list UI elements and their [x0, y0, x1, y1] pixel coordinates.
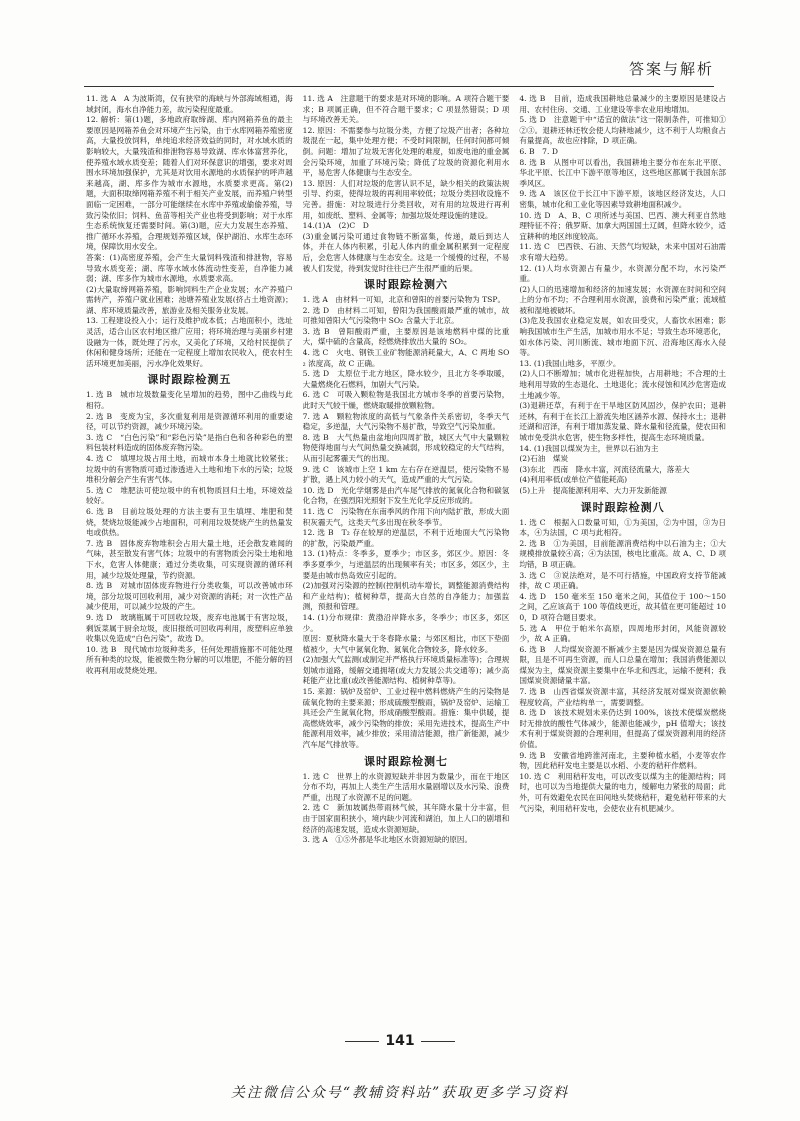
page-number-dash-left	[345, 1041, 379, 1042]
answer-item: (5)上升 提高能源利用率、大力开发新能源	[519, 485, 667, 495]
page-number: 141	[385, 1033, 415, 1049]
answer-item: 9. 选 D 玻璃瓶属于可回收垃圾，废弃电池属于有害垃圾，剩饭菜属于厨余垃圾，废旧报纸可回收再利用，废塑料应单独收集以免造成“白色污染”，故选 D。	[86, 612, 293, 644]
page-number-block	[0, 1033, 800, 1049]
answer-item: 2. 选 B ①为美国，目前能源消费结构中以石油为主；①大规模排放量较④高；④为法国，核电比重高。故 A、C、D 项均错，B 项正确。	[519, 538, 726, 569]
header-title: 答案与解析	[628, 60, 714, 78]
answer-item: 8. 选 B 从图中可以看出，我国耕地主要分布在东北平原、华北平原、长江中下游平原等地区，这些地区都属于我国东部季风区。	[519, 157, 726, 188]
answer-item: 6. 选 B 目前垃圾处理的方法主要有卫生填埋、堆肥和焚烧，焚烧垃圾能减少占地面积，可利用垃圾焚烧产生的热量发电或供热。	[86, 506, 293, 538]
answer-item: 7. 选 B 山西省煤炭资源丰富，其经济发展对煤炭资源依赖程度较高，产业结构单一，需要调整。	[519, 687, 726, 707]
column-left	[86, 94, 293, 1012]
header-rule	[84, 86, 714, 87]
answer-item: (3)东北 西南 降水丰富，河流径流量大，落差大	[519, 464, 690, 474]
answer-item: 4. 选 C 火电、钢铁工业矿物能源消耗量大，A、C 两地 SO₂ 浓度高，故 C 正确。	[302, 348, 510, 368]
answer-item: 原因：夏秋降水量大于冬春降水量；与郊区相比，市区下垫面植被少，大气中氮氧化物、氮氧化合物较多，降水较多。	[302, 634, 510, 654]
answer-item: 4. 选 D 150 毫米至 150 毫米之间，其值位于 100～150 之间，乙应该高于 100 等值线更近，故其值在更可能超过 100，D 项符合题目要求。	[519, 591, 726, 622]
column-right	[519, 94, 726, 1012]
answer-item: (2)大量取缔网箱养殖，影响饲料生产企业发展；水产养殖户需转产，养殖户就业困难；池塘养殖业发展(挤占土地资源)；湖、库环境质量改善，旅游业及相关服务业发展。	[86, 284, 293, 315]
answer-item: 5. 选 A 甲位于帕米尔高原，四周地形封闭，风能资源较少，故 A 正确。	[519, 623, 726, 644]
answer-item: 13. 原因：人们对垃圾的危害认识不足，缺少相关的政策法规引导、约束，使得垃圾的再利用率较低；垃圾分类回收设施不完善。措施：对垃圾进行分类回收，对有用的垃圾进行再利用，如废纸、塑料、金属等；加强垃圾处理设施的建设。	[302, 178, 510, 220]
answer-item: 14. (1)分布规律：黄渤沿岸降水多，冬季少；市区多，郊区少。	[302, 612, 510, 633]
answer-item: 2. 选 C 新加坡属热带雨林气候，其年降水量十分丰富，但由于国家面积狭小，境内缺少河流和湖泊，加上人口的剧增和经济的高速发展，造成水资源短缺。	[302, 803, 510, 834]
answer-columns	[86, 94, 726, 1012]
answer-item: 11. 选 C 巴西铁、石油、天然气均短缺，未来中国对石油需求有增大趋势。	[519, 242, 726, 262]
answer-item: 8. 选 B 大气热量由盆地向四周扩散，城区大气中大量颗粒物使得地面与大气间热量交换减弱，形成较稳定的大气结构，从而引起雾霾天气的出现。	[302, 432, 510, 463]
answer-item: 8. 选 D 该技术规划未来仍达到 100%，该技术使煤炭燃烧时无排放的酸性气体减少，能源也能减少，pH 值增大；该技术有利于煤炭资源的合理利用，但提高了煤炭资源利用的经济价值。	[519, 708, 726, 750]
answer-item: 14. (1)我国以煤炭为主，世界以石油为主	[519, 443, 659, 453]
answer-item: 1. 选 B 城市垃圾数量变化呈增加的趋势，图中乙曲线与此相符。	[86, 390, 293, 411]
answer-item: 3. 选 A ①⑤外都是华北地区水资源短缺的原因。	[302, 835, 473, 845]
answer-item: 4. 选 B 目前，造成我国耕地总量减少的主要原因是建设占用、农村住房、交通、工业建设等非农业用地增加。	[519, 94, 726, 114]
answer-item: 3. 选 C ③说法绝对，是不可行措施，中国政府支持节能减排，故 C 项正确。	[519, 570, 726, 591]
answer-item: (3)退耕还草，有利于在干旱地区防风固沙，保护农田；退耕还林，有利于在长江上游流失地区涵养水源、保持水土；退耕还湖和沼泽，有利于增加蒸发量、降水量和径流量，使农田和城市免受洪水危害，使生物多样性，提高生态环境质量。	[519, 401, 726, 442]
answer-item: 12. 解析：第(1)题，多地政府取缔湖、库内网箱养鱼的最主要原因是网箱养鱼会对环境产生污染，由于水库网箱养殖密度高，大量投放饲料，单纯追求经济效益的同时，对水域水质的影响较大，大量残渣和排泄物容易导致湖、库水体富营养化，使养殖水域水质变差；随着人们对环保意识的增强，要求对周围水环境加强保护，尤其是对饮用水源地的水质保护的呼声越来越高，湖、库多作为城市水源地，水质要求更高。第(2)题，大面积取缔网箱养殖不利于相关产业发展，而养殖户转型面临一定困难，一部分可能继续在水库中养殖或偷偷养殖，导致污染依旧；饲料、鱼苗等相关产业也将受到影响；对于水库生态系统恢复还需要时间。第(3)题，应大力发展生态养殖、推广循环水养殖，合理规划养殖区域，保护湖泊、水库生态环境，保障饮用水安全。	[86, 115, 293, 252]
answer-item: 7. 选 B 固体废弃物堆积会占用大量土地，还会散发难闻的气味，甚至散发有害气体；垃圾中的有害物质会污染土地和地下水，危害人体健康；通过分类收集，可实现资源的循环利用，减少垃圾处理量，节约资源。	[86, 538, 293, 580]
answer-item: 13. (1)特点：冬季多，夏季少；市区多，郊区少。原因：冬季多夏季少，与逆温层的出现频率有关；市区多，郊区少，主要是由城市热岛效应引起的。	[302, 549, 510, 580]
column-middle	[303, 94, 510, 1012]
answer-item: 11. 选 C 污染物在东南季风的作用下向内陆扩散，形成大面积灰霾天气，这类天气多出现在秋冬季节。	[302, 506, 510, 527]
section-title: 课时跟踪检测六	[364, 278, 448, 292]
answer-item: 9. 选 A 该区位于长江中下游平原，该地区经济发达，人口密集，城市化和工业化等因素导致耕地面积减少。	[519, 189, 726, 209]
answer-item: 6. B 7. D	[519, 146, 558, 156]
answer-item: 1. 选 C 根据入口数量可知，①为美国，②为中国，③为日本，④为法国，C 项与此相符。	[519, 517, 726, 538]
answer-item: 12. 原因：不需要参与垃圾分类，方便了垃圾产出者；各种垃圾混在一起，集中处理方便；不受时间限制，任何时间都可倾倒。问题：增加了垃圾无害化处理的难度，如废电池的重金属会污染环境，加重了环境污染；降低了垃圾的资源化利用水平，易危害人体健康与生态安全。	[302, 125, 510, 178]
answer-item: 3. 选 B 曾阳酸雨严重，主要原因是该地燃料中煤的比重大，煤中硫的含量高，经燃烧排放出大量的 SO₂。	[302, 326, 510, 347]
answer-item: 5. 选 D 注意题干中“适宜的做法”这一限制条件，可推知①②③。退耕还林还牧会使人均耕地减少，这不利于人均粮食占有量提高，故也应排除，D 项正确。	[519, 115, 726, 146]
answer-item: (2)石油 煤炭	[519, 454, 569, 464]
answer-item: 9. 选 B 安徽省地跨淮河南北，主要种植水稻，小麦等农作物，因此秸秆发电主要是以水稻、小麦的秸秆作燃料。	[519, 750, 726, 771]
answer-item: 答案：(1)高密度养殖，会产生大量饲料残渣和排泄物，容易导致水质变差；湖、库等水域水体流动性变差，自净能力减弱；湖、库多作为城市水源地，水质要求高。	[86, 252, 293, 284]
answer-item: 10. 选 B 现代城市垃圾种类多，任何处理措施都不可能处理所有种类的垃圾，能被微生物分解的可以堆肥，不能分解的回收再利用或焚烧处理。	[86, 644, 293, 675]
answer-item: 15. 来源：锅炉及窑炉、工业过程中燃料燃烧产生的污染物是硫氧化物的主要来源；形成硫酸型酸雨，锅炉及窑炉、运输工具还会产生氮氧化物，形成硝酸型酸雨。措施：集中供暖，提高燃烧效率，减少污染物的排放；采用先进技术，提高生产中能源利用效率，减少排放；采用清洁能源，推广新能源，减少汽车尾气排放等。	[302, 687, 510, 750]
answer-item: 1. 选 A 由材料一可知，北京和曾阳的首要污染物为 TSP。	[302, 295, 506, 305]
answer-item: 8. 选 B 对城市固体废弃物进行分类收集，可以改善城市环境，部分垃圾可回收利用，减少对资源的消耗；对一次性产品减少使用，可以减少垃圾的产生。	[86, 581, 293, 612]
answer-item: (3)重金属污染可通过食物链不断富集，传递，最后到达人体，并在人体内积累，引起人体内的重金属积累到一定程度后，会危害人体健康与生态安全。这是一个缓慢的过程，不易被人们发觉，待到发觉时往往已产生很严重的后果。	[302, 231, 510, 273]
footer-note: 关注微信公众号“教辅资料站”获取更多学习资料	[230, 1085, 570, 1101]
answer-item: 2. 选 B 变废为宝，多次重复利用是资源循环利用的重要途径，可以节约资源，减少环境污染。	[86, 411, 293, 432]
answer-item: 10. 选 C 利用秸秆发电，可以改变以煤为主的能源结构；同时，也可以为当地提供大量的电力，缓解电力紧张的局面；此外，可有效避免农民在田间地头焚烧秸秆，避免秸秆带来的大气污染，利用秸秆发电，会使农业有机肥减少。	[519, 771, 726, 813]
section-title: 课时跟踪检测五	[147, 373, 232, 387]
answer-item: (2)人口不断增加；城市化进程加快，占用耕地；不合理的土地利用导致的生态退化、土地退化；流水侵蚀和风沙危害造成土地减少等。	[519, 369, 726, 400]
answer-item: 5. 选 C 堆肥法可使垃圾中的有机物质回归土地，环境效益较好。	[86, 485, 293, 506]
answer-item: 7. 选 A 颗粒物浓度的高低与气象条件关系密切，冬季天气稳定，多逆温，大气污染物不易扩散，导致空气污染加重。	[302, 411, 510, 432]
answer-item: 3. 选 C “白色污染”和“彩色污染”是指白色和各种彩色的塑料包装材料造成的固体废弃物污染。	[86, 432, 293, 453]
section-title: 课时跟踪检测八	[580, 500, 665, 514]
answer-item: (2)加强大气监测(或制定并严格执行环境质量标准等)；合理规划城市道路，缓解交通拥堵(或大力发展公共交通等)；减少高耗能产业比重(或改善能源结构、植树种草等)。	[302, 655, 510, 686]
answer-item: 11. 选 A A 为波斯湾，仅有狭窄的海峡与外部海域相通，海域封闭，海水自净能力差，故污染程度最重。	[86, 94, 293, 114]
answer-item: (4)利用率低(或单位产值能耗高)	[519, 475, 628, 485]
answer-item: 2. 选 D 由材料二可知，曾阳为我国酸雨最严重的城市，故可推知曾阳大气污染物中 SO₂ 含量大于北京。	[302, 305, 510, 326]
answer-item: 13. (1)我国山地多，平原少。	[519, 358, 621, 368]
page-number-dash-right	[421, 1041, 455, 1042]
answer-item: 1. 选 C 世界上的水资源短缺并非因为数量少，而在于地区分布不均，再加上人类生产生活用水量剧增以及水污染、浪费严重，出现了水资源不足的问题。	[302, 771, 510, 802]
answer-item: (2)人口的迅速增加和经济的加速发展；水资源在时间和空间上的分布不均；不合理利用水资源，浪费和污染严重；流域植被和湿地被破坏。	[519, 284, 726, 315]
answer-item: 12. (1)人均水资源占有量少，水资源分配不均，水污染严重。	[519, 263, 726, 284]
answer-item: 5. 选 D 太原位于北方地区，降水较少，且北方冬季取暖，大量燃烧化石燃料，加剧大气污染。	[302, 369, 510, 389]
answer-item: 11. 选 A 注意题干的要求是对环境的影响。A 项符合题干要求；B 项属正确，但不符合题干要求；C 项显然错误；D 项与环境改善无关。	[302, 94, 510, 125]
answer-item: 9. 选 C 该城市上空 1 km 左右存在逆温层，使污染物不易扩散，遇上风力较小的天气，造成严重的大气污染。	[302, 464, 510, 485]
answer-item: (2)加强对污染源的控制(控制机动车增长，调整能源消费结构和产业结构)；植树种草，提高大自然的自净能力；加强监测，预报和管理。	[302, 581, 510, 612]
answer-item: 4. 选 C 填埋垃圾占用土地，而城市本身土地就比较紧张；垃圾中的有害物质可通过渗透进入土地和地下水的污染；垃圾堆积分解会产生有害气体。	[86, 454, 293, 485]
answer-item: 10. 选 D A、B、C 项所述与美国、巴西、澳大利亚自然地理特征不符；俄罗斯、加拿大两国国土辽阔，但降水较少，适宜耕种的地区纬度较高。	[519, 210, 726, 241]
answer-item: (3)危及我国农业稳定发展，如农田受灾，人畜饮水困难；影响我国城市生产生活，加城市用水不足；导致生态环境恶化，如水体污染、河川断流、城市地面下沉、沿海地区海水入侵等。	[519, 316, 726, 358]
answer-item: 12. 选 B T₂ 存在较厚的逆温层，不利于近地面大气污染物的扩散，污染最严重。	[302, 528, 510, 548]
answer-item: 14.(1)A (2)C D	[302, 221, 369, 231]
answer-item: 13. 工程建设投入小；运行及维护成本低；占地面积小，选址灵活，适合山区农村地区推广应用；将环境治理与美丽乡村建设融为一体，既处理了污水，又美化了环境，又给村民提供了休闲和健身场所；还能在一定程度上增加农民收入，使农村生活环境更加美丽，污水净化效果好。	[86, 316, 293, 368]
answer-item: 6. 选 B 人均煤炭资源不断减少主要是因为煤炭资源总量有限，且是不可再生资源，而人口总量在增加；我国消费能源以煤炭为主，煤炭资源主要集中在华北和西北，运输不便利；我国煤炭资源储量丰富。	[519, 644, 726, 686]
answer-item: 6. 选 C 可吸入颗粒物是我国北方城市冬季的首要污染物，此时天气较干燥，燃烧取暖排放颗粒物。	[302, 390, 510, 411]
answer-item: 10. 选 D 光化学烟雾是由汽车尾气排放的氮氧化合物和碳氢化合物，在强烈阳光照射下发生光化学反应形成的。	[302, 485, 510, 506]
section-title: 课时跟踪检测七	[364, 754, 448, 768]
